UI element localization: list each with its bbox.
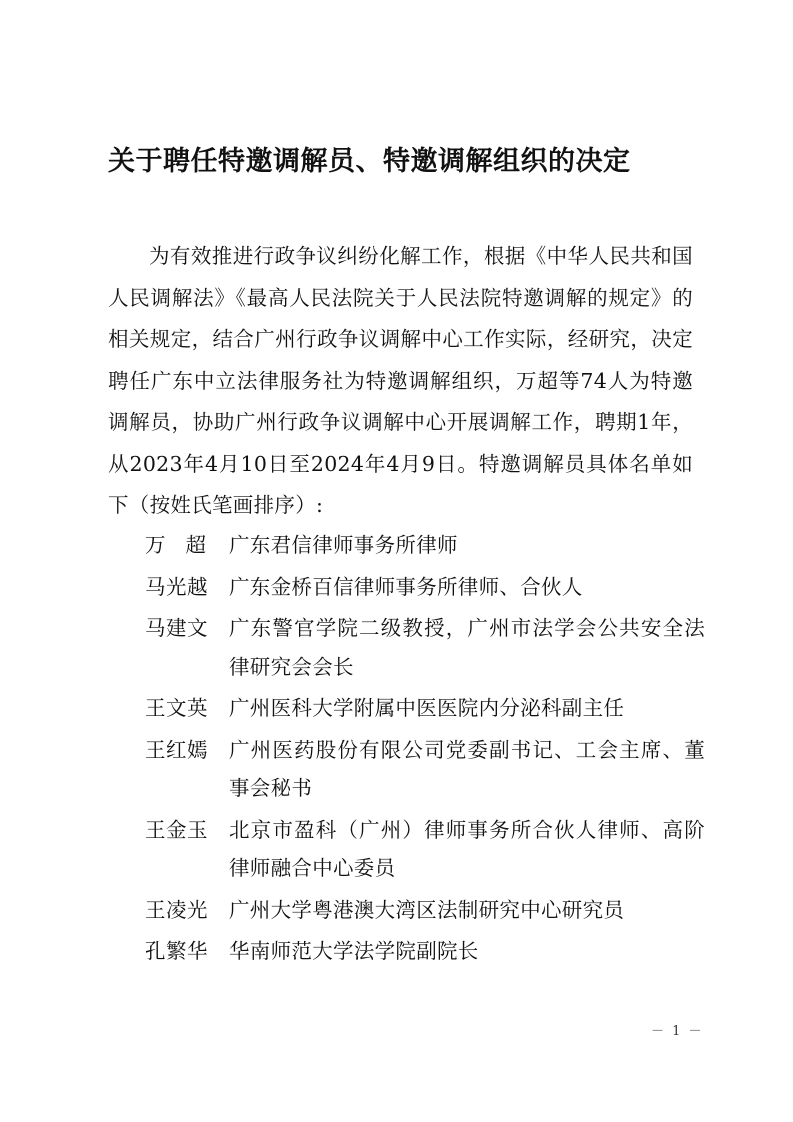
mediator-name: 王金玉: [145, 817, 208, 842]
mediator-name: 马建文: [145, 616, 208, 640]
list-item: [145, 932, 705, 971]
mediator-name: 马光越: [145, 574, 208, 599]
page-number: － 1 －: [651, 1024, 704, 1039]
mediator-role: 广州大学粤港澳大湾区法制研究中心研究员: [229, 897, 625, 922]
mediator-role: 广东君信律师事务所律师: [229, 533, 458, 557]
mediator-role: 广东警官学院二级教授，广州市法学会公共安全法律研究会会长: [229, 616, 705, 679]
document-title: 关于聘任特邀调解员、特邀调解组织的决定: [108, 146, 631, 177]
list-item: [145, 526, 705, 565]
list-item: [145, 811, 705, 888]
mediator-list: [145, 526, 705, 974]
mediator-role: 华南师范大学法学院副院长: [229, 939, 479, 963]
list-item: [145, 568, 705, 607]
list-item: [145, 731, 705, 808]
mediator-name: 孔繁华: [145, 939, 208, 963]
mediator-role: 广州医科大学附属中医医院内分泌科副主任: [229, 696, 625, 720]
mediator-name: 王凌光: [145, 897, 208, 922]
mediator-name: 万超: [145, 533, 226, 557]
mediator-role: 广州医药股份有限公司党委副书记、工会主席、董事会秘书: [229, 737, 705, 800]
list-item: [145, 689, 705, 728]
intro-paragraph: 为有效推进行政争议纠纷化解工作，根据《中华人民共和国人民调解法》《最高人民法院关于人民法院特邀调解的规定》的相关规定，结合广州行政争议调解中心工作实际，经研究，决定聘任广东中立法律服务社为特邀调解组织，万超等74人为特邀调解员，协助广州行政争议调解中心开展调解工作，聘期1年，从2023年4月10日至2024年4月9日。特邀调解员具体名单如下（按姓氏笔画排序）:: [108, 244, 693, 517]
mediator-name: 王红嫣: [145, 737, 208, 762]
mediator-role: 广东金桥百信律师事务所律师、合伙人: [229, 574, 583, 599]
list-item: [145, 891, 705, 930]
list-item: [145, 609, 705, 686]
mediator-name: 王文英: [145, 696, 208, 720]
mediator-role: 北京市盈科（广州）律师事务所合伙人律师、高阶律师融合中心委员: [229, 817, 705, 880]
